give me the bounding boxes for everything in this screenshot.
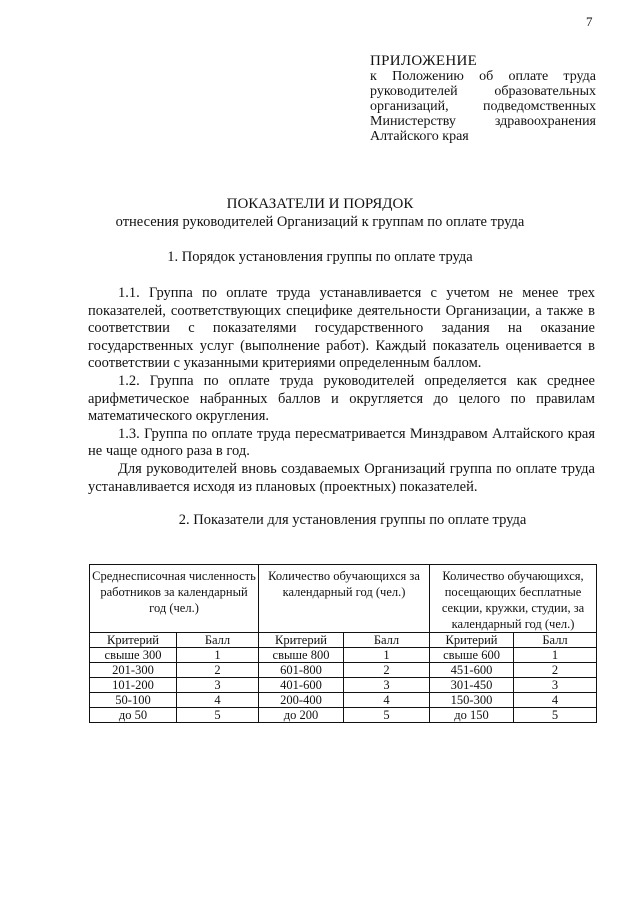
paragraph: 1.2. Группа по оплате труда руководителей определяется как среднее арифметическое набранных баллов и округляется до целого по правилам математического округления. [88,372,595,425]
table-cell: 301-450 [430,678,514,693]
section-2-title: 2. Показатели для установления группы по оплате труда [178,512,527,528]
group-header-students: Количество обучающихся за календарный год (чел.) [259,565,430,633]
table-cell: свыше 300 [90,648,177,663]
table-cell: 601-800 [259,663,344,678]
score-header: Балл [344,633,430,648]
appendix-line: Министерству здравоохранения [370,114,596,129]
table-cell: 5 [514,708,597,723]
paragraph: 1.3. Группа по оплате труда пересматривается Минздравом Алтайского края не чаще одного раза в год. [88,425,595,460]
table-cell: 201-300 [90,663,177,678]
score-header: Балл [177,633,259,648]
table-cell: 2 [344,663,430,678]
table-cell: 3 [514,678,597,693]
table-cell: 3 [344,678,430,693]
table-row [90,663,597,678]
table-cell: 4 [514,693,597,708]
criterion-header: Критерий [90,633,177,648]
appendix-line: руководителей образовательных [370,84,596,99]
section-1-title: 1. Порядок установления группы по оплате труда [167,249,473,265]
section-1-body [88,285,595,496]
table-cell: до 50 [90,708,177,723]
table-cell: 4 [344,693,430,708]
appendix-line: Алтайского края [370,129,469,144]
criterion-header: Критерий [430,633,514,648]
indicators-table [89,564,597,723]
table-cell: 150-300 [430,693,514,708]
group-header-free-sections: Количество обучающихся, посещающих бесплатные секции, кружки, студии, за календарный год (чел.) [430,565,597,633]
table-cell: 3 [177,678,259,693]
score-header: Балл [514,633,597,648]
table-cell: 451-600 [430,663,514,678]
table-cell: 1 [177,648,259,663]
table-cell: 101-200 [90,678,177,693]
table-row [90,678,597,693]
table-cell: 2 [514,663,597,678]
table-row [90,708,597,723]
page-number: 7 [586,14,593,29]
document-subtitle: отнесения руководителей Организаций к группам по оплате труда [115,214,525,230]
appendix-title: ПРИЛОЖЕНИЕ [370,53,478,69]
table-row [90,648,597,663]
table-cell: 2 [177,663,259,678]
table-cell: 50-100 [90,693,177,708]
table-cell: до 150 [430,708,514,723]
table-cell: 4 [177,693,259,708]
paragraph: Для руководителей вновь создаваемых Организаций группа по оплате труда устанавливается исходя из плановых (проектных) показателей. [88,460,595,495]
criterion-header: Критерий [259,633,344,648]
appendix-line: организаций, подведомственных [370,99,596,114]
table-row [90,693,597,708]
table-cell: 5 [177,708,259,723]
group-header-staff: Среднесписочная численность работников за календарный год (чел.) [90,565,259,633]
appendix-line: к Положению об оплате труда [370,69,596,84]
paragraph: 1.1. Группа по оплате труда устанавливается с учетом не менее трех показателей, соответствующих специфике деятельности Организации, а также в соответствии с показателями государственного задания на оказание государственных услуг (выполнение работ). Каждый показатель оценивается в соответствии с указанными критериями определенным баллом. [88,285,595,372]
table-subheader-row [90,633,597,648]
table-cell: свыше 600 [430,648,514,663]
table-cell: 200-400 [259,693,344,708]
table-header-row [90,565,597,633]
table-cell: 5 [344,708,430,723]
table-cell: до 200 [259,708,344,723]
table-cell: 1 [344,648,430,663]
table-cell: 1 [514,648,597,663]
document-title: ПОКАЗАТЕЛИ И ПОРЯДОК [226,196,414,212]
table-cell: 401-600 [259,678,344,693]
table-cell: свыше 800 [259,648,344,663]
appendix-block [370,54,596,144]
